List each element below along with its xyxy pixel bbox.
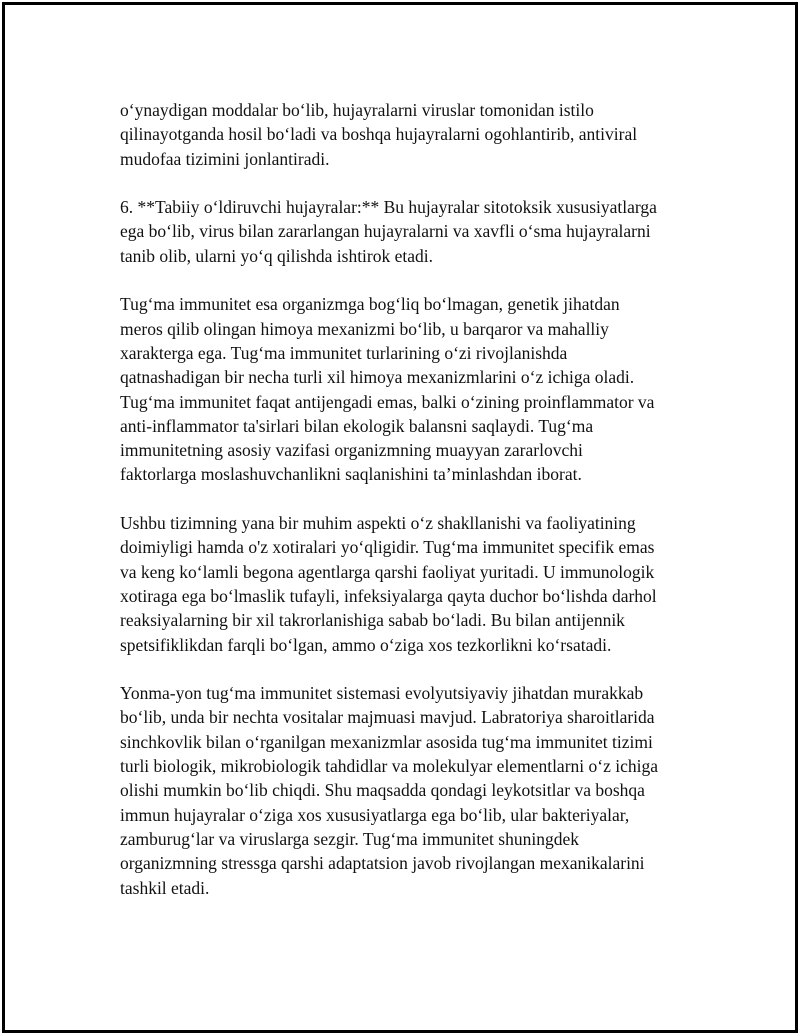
paragraph-evolutionary-complexity: Yonma-yon tug‘ma immunitet sistemasi evolyutsiyaviy jihatdan murakkab bo‘lib, unda bir nechta vositalar majmuasi mavjud. Labratoriya sharoitlarida sinchkovlik bilan o‘rganilgan mexanizmlar asosida tug‘ma immunitet tizimi turli biologik, mikrobiologik tahdidlar va molekulyar elementlarni o‘z ichiga olishi mumkin bo‘lib chiqdi. Shu maqsadda qondagi leykotsitlar va boshqa immun hujayralar o‘ziga xos xususiyatlarga ega bo‘lib, ular bakteriyalar, zamburug‘lar va viruslarga sezgir. Tug‘ma immunitet shuningdek organizmning stressga qarshi adaptatsion javob rivojlangan mexanikalarini tashkil etadi. [120,683,658,898]
document-body [120,98,700,924]
paragraph-interferon-continuation: o‘ynaydigan moddalar bo‘lib, hujayralarni viruslar tomonidan istilo qilinayotganda hosil bo‘ladi va boshqa hujayralarni ogohlantirib, antiviral mudofaa tizimini jonlantiradi. [120,100,638,169]
document-page [2,2,798,1033]
paragraph-system-aspects: Ushbu tizimning yana bir muhim aspekti o‘z shakllanishi va faoliyatining doimiyligi hamda o'z xotiralari yo‘qligidir. Tug‘ma immunitet specifik emas va keng ko‘lamli begona agentlarga qarshi faoliyat yuritadi. U immunologik xotiraga ega bo‘lmaslik tufayli, infeksiyalarga qayta duchor bo‘lishda darhol reaksiyalarning bir xil takrorlanishiga sabab bo‘ladi. Bu bilan antijennik spetsifiklikdan farqli bo‘lgan, ammo o‘ziga xos tezkorlikni ko‘rsatadi. [120,513,657,655]
paragraph-innate-immunity-definition: Tug‘ma immunitet esa organizmga bog‘liq bo‘lmagan, genetik jihatdan meros qilib olingan himoya mexanizmi bo‘lib, u barqaror va mahalliy xarakterga ega. Tug‘ma immunitet turlarining o‘zi rivojlanishda qatnashadigan bir necha turli xil himoya mexanizmlarini o‘z ichiga oladi. Tug‘ma immunitet faqat antijengadi emas, balki o‘zining proinflammator va anti-inflammator ta'sirlari bilan ekologik balansni saqlaydi. Tug‘ma immunitetning asosiy vazifasi organizmning muayyan zararlovchi faktorlarga moslashuvchanlikni saqlanishini ta’minlashdan iborat. [120,294,655,485]
paragraph-natural-killer-cells: 6. **Tabiiy o‘ldiruvchi hujayralar:** Bu hujayralar sitotoksik xususiyatlarga ega bo‘lib, virus bilan zararlangan hujayralarni va xavfli o‘sma hujayralarni tanib olib, ularni yo‘q qilishda ishtirok etadi. [120,197,657,266]
